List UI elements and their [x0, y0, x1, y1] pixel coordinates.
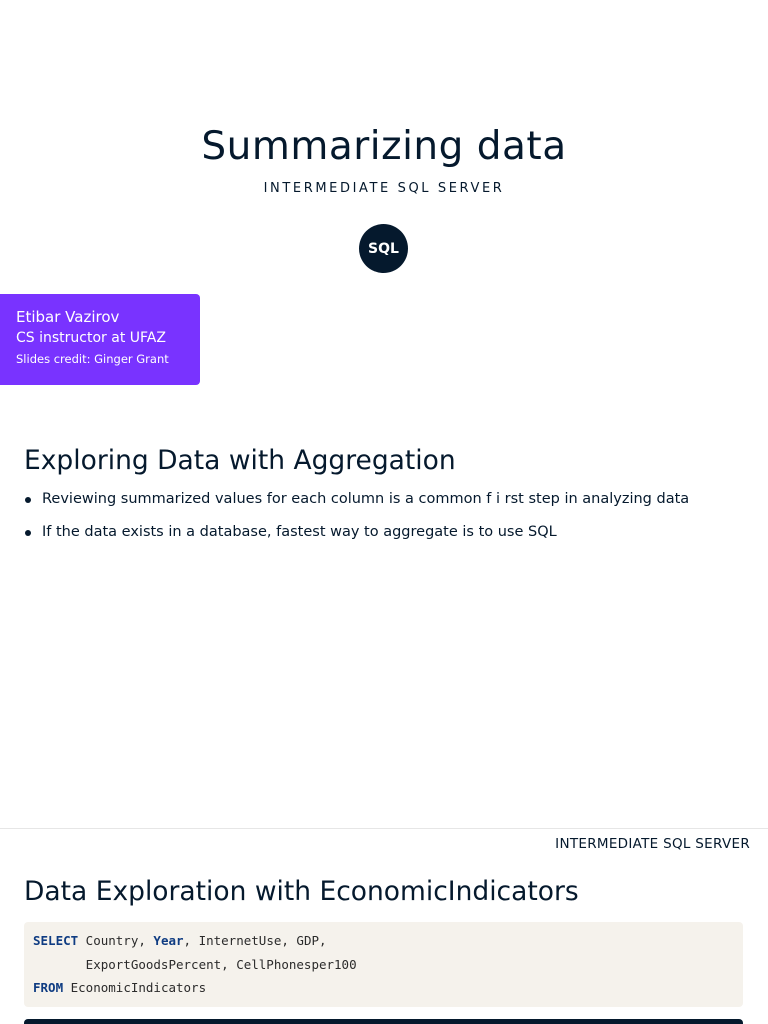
- bullet-icon: [25, 497, 31, 503]
- slide-subtitle: INTERMEDIATE SQL SERVER: [263, 181, 505, 196]
- code-line-3: [33, 976, 743, 1000]
- author-role: CS instructor at UFAZ: [16, 330, 166, 346]
- code-keyword-from: FROM: [33, 980, 64, 995]
- bullet-text: If the data exists in a database, fastest way to aggregate is to use SQL: [42, 524, 557, 540]
- bullet-list: [24, 486, 689, 552]
- author-card: [0, 294, 200, 385]
- author-name: Etibar Vazirov: [16, 308, 120, 326]
- code-keyword-year: Year: [153, 933, 184, 948]
- logo-text: SQL: [368, 240, 399, 257]
- output-panel-edge: [24, 1019, 743, 1024]
- code-keyword-select: SELECT: [33, 933, 79, 948]
- slide-title: Summarizing data: [201, 124, 567, 169]
- code-text: EconomicIndicators: [63, 980, 207, 995]
- code-text: Country,: [78, 933, 154, 948]
- section-heading-aggregation: Exploring Data with Aggregation: [24, 445, 456, 476]
- code-line-2: ExportGoodsPercent, CellPhonesper100: [33, 956, 357, 972]
- code-line-1: [33, 929, 743, 953]
- list-item: [24, 519, 689, 552]
- section-heading-exploration: Data Exploration with EconomicIndicators: [24, 876, 579, 907]
- bullet-text: Reviewing summarized values for each column is a common f i rst step in analyzing data: [42, 491, 690, 507]
- bullet-icon: [25, 530, 31, 536]
- code-block: [24, 922, 743, 1007]
- slide-divider: [0, 828, 768, 829]
- course-label: INTERMEDIATE SQL SERVER: [555, 836, 750, 852]
- slides-credit: Slides credit: Ginger Grant: [16, 352, 169, 366]
- sql-logo-icon: [359, 224, 408, 273]
- code-text: , InternetUse, GDP,: [183, 933, 327, 948]
- list-item: [24, 486, 689, 519]
